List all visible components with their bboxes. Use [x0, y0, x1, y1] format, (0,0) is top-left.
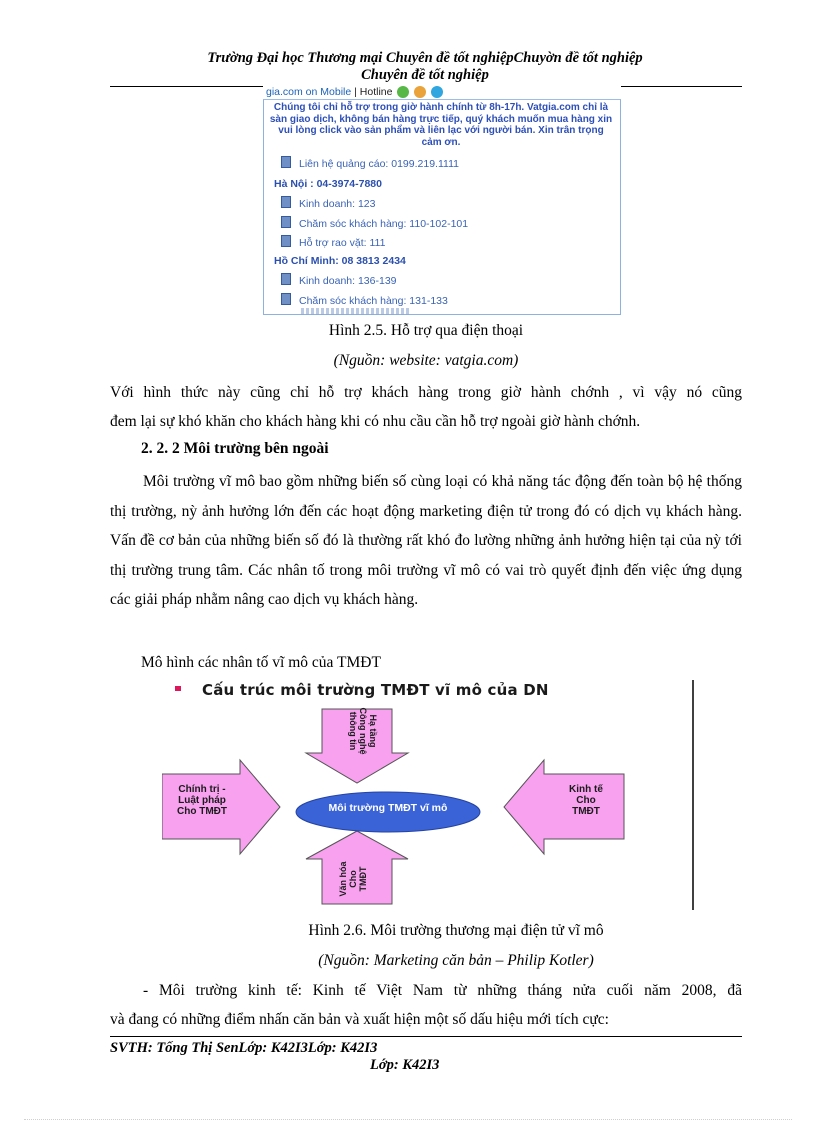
document-icon: [281, 235, 291, 247]
screenshot-topbar: gia.com on Mobile | Hotline: [266, 86, 443, 98]
footer-rule: [110, 1036, 742, 1037]
document-icon: [281, 216, 291, 228]
header-title: Trường Đại học Thương mại Chuyên đề tốt nghiệpChuyờn đề tốt nghiệp: [207, 50, 643, 66]
bullet-icon: [175, 686, 181, 691]
figure-2-6-caption: Hình 2.6. Môi trường thương mại điện tử vĩ mô: [308, 922, 604, 939]
support-notice: Chúng tôi chỉ hỗ trợ trong giờ hành chính từ 8h-17h. Vatgia.com chỉ là sàn giao dịch, không bán hàng trực tiếp, quý khách muốn mua hàng xin vui lòng click vào sản phẩm và liên lạc với người bán. Xin trân trọng cảm ơn.: [269, 102, 613, 148]
paragraph-line: - Môi trường kinh tế: Kinh tế Việt Nam từ những tháng nửa cuối năm 2008, đã: [143, 982, 742, 999]
ads-contact: Liên hệ quảng cáo: 0199.219.1111: [281, 156, 459, 170]
page-header: [110, 50, 740, 84]
hanoi-item: Chăm sóc khách hàng: 110-102-101: [281, 216, 468, 230]
footer-line-2: Lớp: K42I3: [370, 1057, 440, 1073]
diagram-title: Cấu trúc môi trường TMĐT vĩ mô của DN: [202, 681, 549, 699]
macro-environment-diagram: [162, 676, 702, 912]
page-edge: [24, 1119, 792, 1120]
document-icon: [281, 273, 291, 285]
document-icon: [281, 293, 291, 305]
figure-2-6-source: (Nguồn: Marketing căn bản – Philip Kotler): [318, 952, 594, 969]
phone-support-screenshot: [263, 86, 621, 315]
header-subtitle: Chuyên đề tốt nghiệp: [361, 67, 489, 83]
left-label: Chính trị - Luật pháp Cho TMĐT: [177, 784, 227, 817]
body-paragraph: Môi trường vĩ mô bao gồm những biến số cùng loại có khả năng tác động đến toàn bộ hệ thống thị trường, nỳ ảnh hưởng lớn đến các hoạt động marketing điện tử trong đó có dịch vụ khách hàng. Vấn đề cơ bản của những biến số đó là thường rất khó đo lường những ảnh hưởng hiện tại của nỳ tới thị trường trung tâm. Các nhân tố trong môi trường vĩ mô có vai trò quyết định đến việc ứng dụng các giải pháp nhằm nâng cao dịch vụ khách hàng.: [110, 473, 742, 608]
paragraph-line: và đang có những điểm nhấn căn bản và xuất hiện một số dấu hiệu mới tích cực:: [110, 1011, 609, 1028]
section-heading: 2. 2. 2 Môi trường bên ngoài: [141, 440, 329, 457]
diagram-intro: Mô hình các nhân tố vĩ mô của TMĐT: [141, 654, 381, 671]
cropped-text-remnant: [301, 308, 411, 315]
hcm-item: Kinh doanh: 136-139: [281, 273, 397, 287]
document-icon: [281, 156, 291, 168]
skype-icon: [431, 86, 443, 98]
paragraph-line: Với hình thức này cũng chỉ hỗ trợ khách hàng trong giờ hành chớnh , vì vậy nó cũng: [110, 384, 742, 401]
footer-line: SVTH: Tống Thị SenLớp: K42I3Lớp: K42I3: [110, 1040, 378, 1056]
figure-2-5-caption: Hình 2.5. Hỗ trợ qua điện thoại: [328, 322, 524, 339]
bottom-label: Văn hóa Cho TMĐT: [338, 861, 368, 897]
phone-icon: [397, 86, 409, 98]
yahoo-icon: [414, 86, 426, 98]
paragraph-line: đem lại sự khó khăn cho khách hàng khi có nhu cầu cần hỗ trợ ngoài giờ hành chớnh.: [110, 413, 641, 430]
top-label: Hạ tầng Công nghệ thông tin: [348, 707, 378, 755]
hotline-label: Hotline: [359, 86, 393, 98]
document-icon: [281, 196, 291, 208]
figure-2-5-source: (Nguồn: website: vatgia.com): [333, 352, 519, 369]
hanoi-item: Hỗ trợ rao vặt: 111: [281, 235, 385, 249]
right-label: Kinh tế Cho TMĐT: [569, 784, 603, 817]
center-label: Môi trường TMĐT vĩ mô: [328, 802, 448, 814]
hanoi-heading: Hà Nội : 04-3974-7880: [274, 178, 382, 190]
hcm-heading: Hồ Chí Minh: 08 3813 2434: [274, 255, 406, 267]
hanoi-item: Kinh doanh: 123: [281, 196, 375, 210]
hcm-item: Chăm sóc khách hàng: 131-133: [281, 293, 448, 307]
mobile-link: gia.com on Mobile: [266, 86, 352, 98]
